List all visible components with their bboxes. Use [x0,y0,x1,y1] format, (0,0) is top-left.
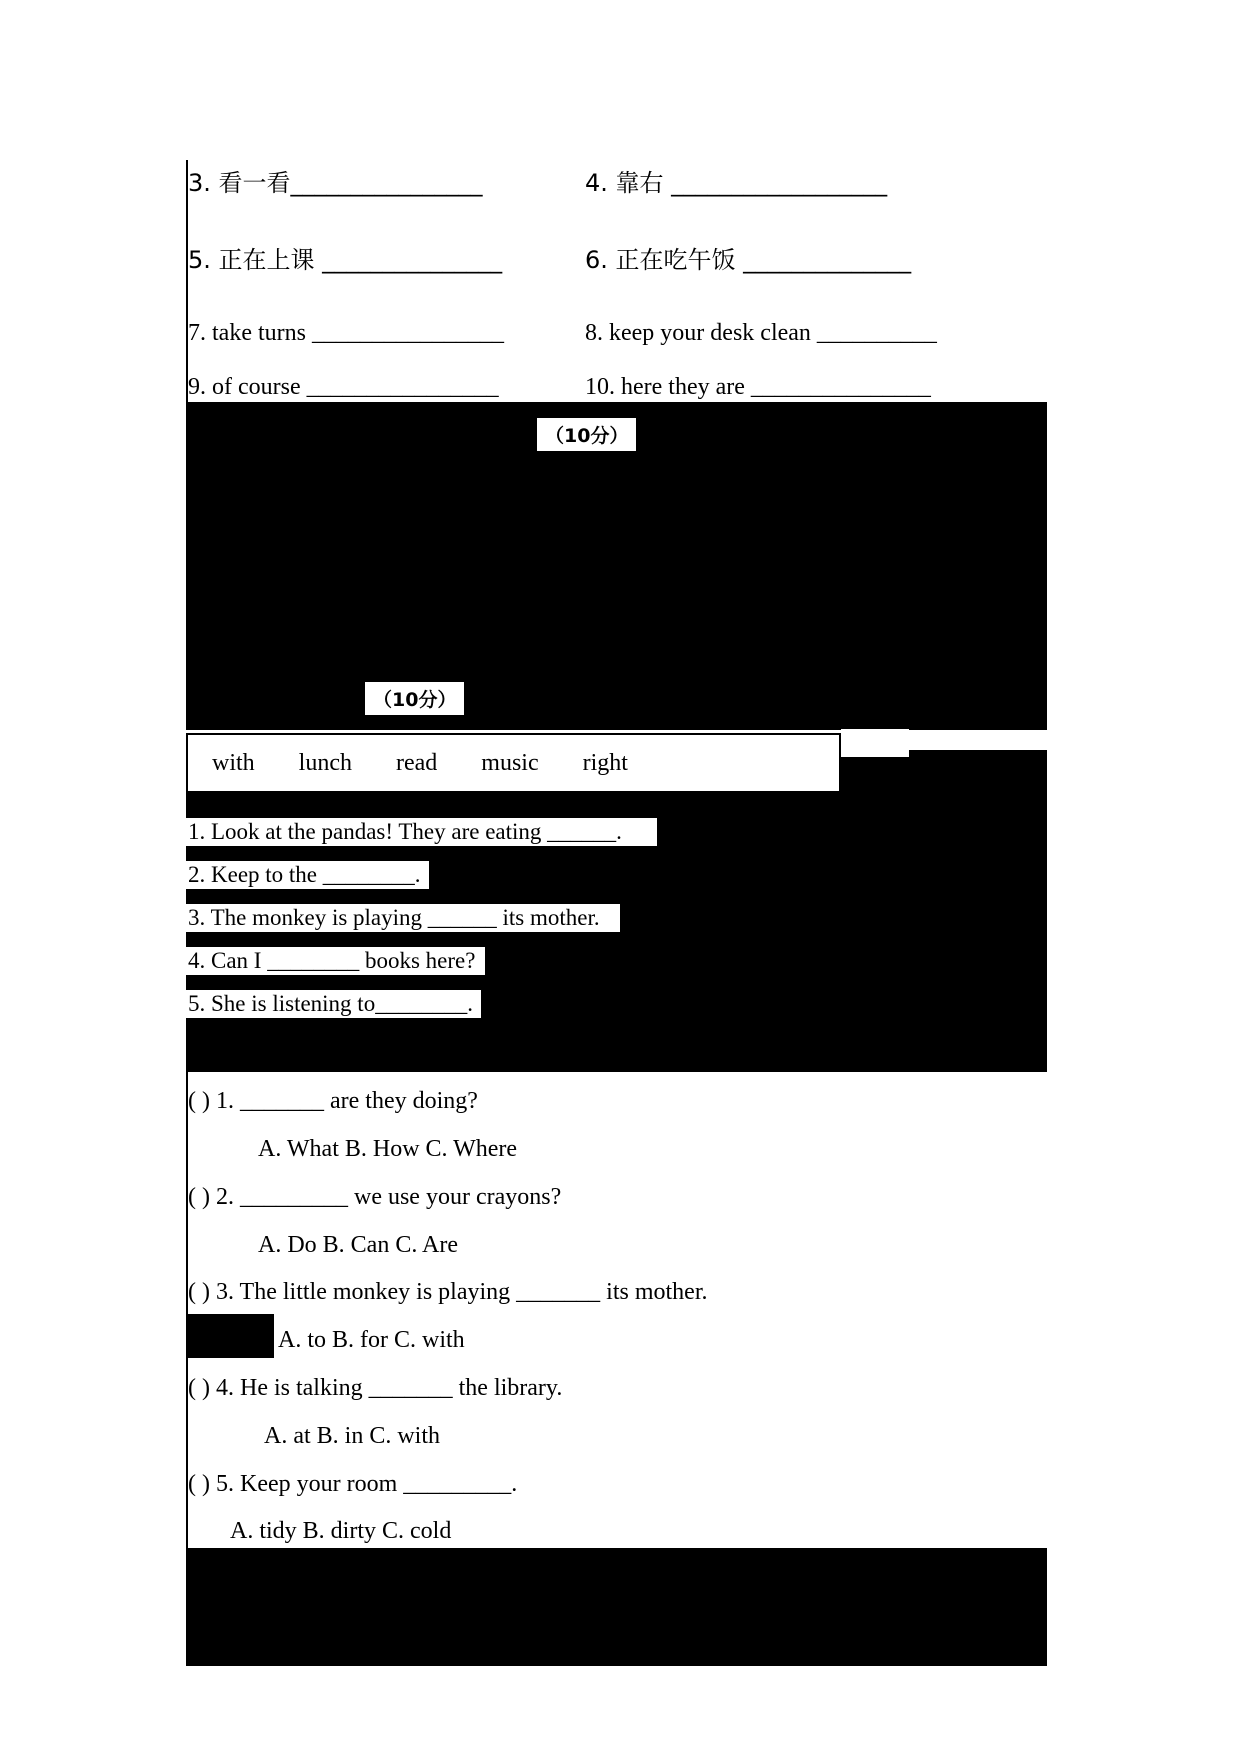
fill-blank-item-4: 4. Can I ________ books here? [186,947,485,975]
mc-stem-text: 4. He is talking _______ the library. [215,1375,563,1401]
item-number: 9. [188,374,206,400]
fill-blank-item-2: 2. Keep to the ________. [186,861,429,889]
item-number: 4. [585,169,608,197]
translate-item-9 [188,374,499,401]
answer-bracket[interactable]: ( ) [188,1088,210,1114]
mc-item-1-stem [188,1088,478,1115]
item-number: 3. [188,169,211,197]
mc-stem-text: 3. The little monkey is playing _______ its mother. [215,1279,708,1305]
item-text: keep your desk clean __________ [609,320,937,346]
mc-item-2-stem [188,1184,561,1211]
mc-item-2-options: A. Do B. Can C. Are [258,1232,458,1258]
item-text: here they are _______________ [621,374,931,400]
item-text: of course ________________ [212,374,499,400]
word-bank-item: lunch [298,749,352,776]
translate-item-5 [188,240,502,275]
translate-item-3 [188,163,483,198]
mc-stem-text: 5. Keep your room _________. [215,1471,518,1497]
word-bank-item: with [212,749,255,776]
word-bank-item: music [481,749,539,776]
item-text: 正在吃午饭 ______________ [615,246,912,274]
item-number: 10. [585,374,615,400]
translate-item-10 [585,374,931,401]
word-bank-item: read [396,749,438,776]
mc-item-1-options: A. What B. How C. Where [258,1136,518,1162]
item-text: take turns ________________ [212,320,504,346]
item-text: 靠右 __________________ [615,169,888,197]
word-bank-item: right [582,749,628,776]
answer-bracket[interactable]: ( ) [188,1471,210,1497]
item-number: 6. [585,246,608,274]
mc-item-5-stem [188,1471,517,1498]
answer-bracket[interactable]: ( ) [188,1184,210,1210]
fill-blank-item-5: 5. She is listening to________. [186,990,481,1018]
mc-item-4-options: A. at B. in C. with [264,1423,441,1449]
item-text: 正在上课 _______________ [218,246,503,274]
translate-item-4 [585,163,887,198]
translate-item-8 [585,320,937,347]
wordbank-right-white [841,729,909,757]
translate-item-6 [585,240,911,275]
score-tag-1: （10分） [537,418,636,451]
mc-stem-text: 1. _______ are they doing? [215,1088,478,1114]
item-text: 看一看________________ [218,169,483,197]
mc-item-4-stem [188,1375,562,1402]
answer-bracket[interactable]: ( ) [188,1375,210,1401]
word-bank-box [186,733,841,793]
mc-item-5-options: A. tidy B. dirty C. cold [230,1518,452,1544]
item-number: 8. [585,320,603,346]
redaction-block-small [186,1314,274,1358]
item-number: 5. [188,246,211,274]
fill-blank-item-3: 3. The monkey is playing ______ its mother. [186,904,620,932]
redaction-block-section-2 [186,1548,1047,1666]
score-tag-2: （10分） [365,682,464,715]
mc-item-3-stem [188,1279,708,1306]
mc-item-3-options: A. to B. for C. with [278,1327,465,1353]
translate-item-7 [188,320,504,347]
answer-bracket[interactable]: ( ) [188,1279,210,1305]
item-number: 7. [188,320,206,346]
mc-stem-text: 2. _________ we use your crayons? [215,1184,562,1210]
fill-blank-item-1: 1. Look at the pandas! They are eating ______. [186,818,657,846]
